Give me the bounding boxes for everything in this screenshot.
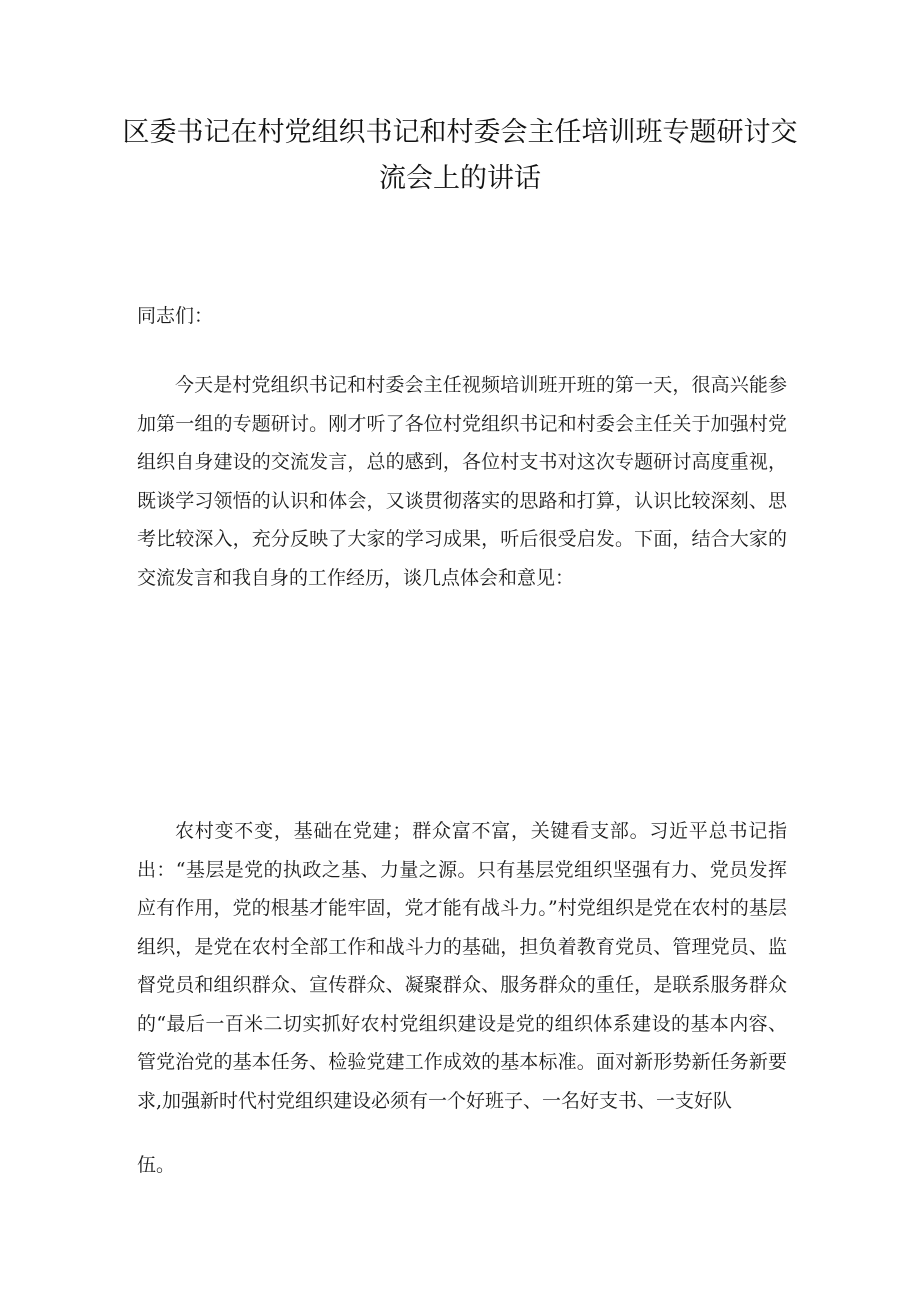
paragraph-2: 农村变不变，基础在党建；群众富不富，关键看支部。习近平总书记指出：“基层是党的执政之基、力量之源。只有基层党组织坚强有力、党员发挥应有作用，党的根基才能牢固，党才能有战斗力。”村党组织是党在农村的基层组织，是党在农村全部工作和战斗力的基础，担负着教育党员、管理党员、监督党员和组织群众、宣传群众、凝聚群众、服务群众的重任，是联系服务群众的“最后一百米二切实抓好农村党组织建设是党的组织体系建设的基本内容、管党治党的基本任务、检验党建工作成效的基本标准。面对新形势新任务新要求,加强新时代村党组织建设必须有一个好班子、一名好支书、一支好队 (137, 820, 787, 1112)
paragraph-1: 今天是村党组织书记和村委会主任视频培训班开班的第一天，很高兴能参加第一组的专题研讨。刚才听了各位村党组织书记和村委会主任关于加强村党组织自身建设的交流发言，总的感到，各位村支书对这次专题研讨高度重视，既谈学习领悟的认识和体会，又谈贯彻落实的思路和打算，认识比较深刻、思考比较深入，充分反映了大家的学习成果，听后很受启发。下面，结合大家的交流发言和我自身的工作经历，谈几点体会和意见： (137, 374, 787, 589)
paragraph-tail: 伍。 (137, 1154, 176, 1176)
document-title: 区委书记在村党组织书记和村委会主任培训班专题研讨交流会上的讲话 (122, 117, 798, 194)
salutation: 同志们： (137, 305, 214, 327)
